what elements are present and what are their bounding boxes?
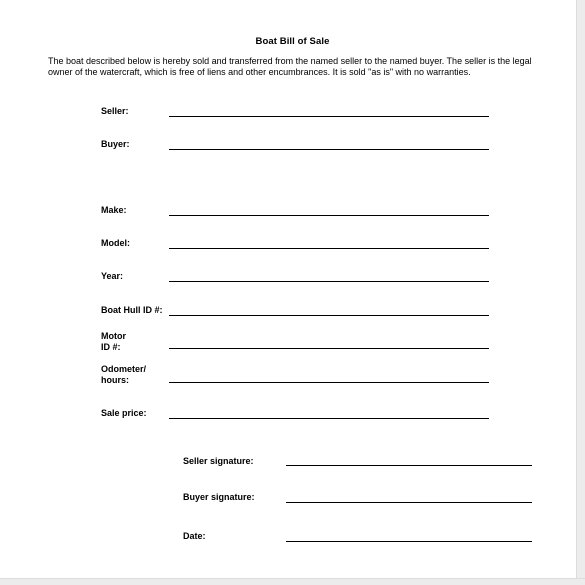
year-label: Year: xyxy=(101,271,124,281)
date-label: Date: xyxy=(183,531,206,541)
make-field-line[interactable] xyxy=(169,215,489,216)
model-label: Model: xyxy=(101,238,130,248)
date-field-line[interactable] xyxy=(286,541,532,542)
page-right-edge xyxy=(576,0,585,585)
buyer-signature-label: Buyer signature: xyxy=(183,492,255,502)
seller-signature-line[interactable] xyxy=(286,465,532,466)
motor-id-label xyxy=(101,331,126,353)
page-bottom-edge xyxy=(0,578,585,585)
intro-line-1: The boat described below is hereby sold and transferred from the named seller to the named buyer. The seller is the legal xyxy=(48,56,532,66)
make-label: Make: xyxy=(101,205,127,215)
seller-label: Seller: xyxy=(101,106,129,116)
odometer-label-line-2: hours: xyxy=(101,375,129,385)
hull-id-field-line[interactable] xyxy=(169,315,489,316)
model-field-line[interactable] xyxy=(169,248,489,249)
intro-line-2: owner of the watercraft, which is free of liens and other encumbrances. It is sold "as is" with no warranties. xyxy=(48,67,471,77)
year-field-line[interactable] xyxy=(169,281,489,282)
motor-id-label-line-1: Motor xyxy=(101,331,126,341)
motor-id-field-line[interactable] xyxy=(169,348,489,349)
motor-id-label-line-2: ID #: xyxy=(101,342,121,352)
odometer-label xyxy=(101,364,146,386)
sale-price-label: Sale price: xyxy=(101,408,147,418)
odometer-label-line-1: Odometer/ xyxy=(101,364,147,374)
buyer-signature-line[interactable] xyxy=(286,502,532,503)
odometer-field-line[interactable] xyxy=(169,382,489,383)
seller-field-line[interactable] xyxy=(169,116,489,117)
buyer-field-line[interactable] xyxy=(169,149,489,150)
document-title: Boat Bill of Sale xyxy=(255,36,330,47)
hull-id-label: Boat Hull ID #: xyxy=(101,305,163,315)
buyer-label: Buyer: xyxy=(101,139,130,149)
intro-paragraph xyxy=(48,56,548,78)
sale-price-field-line[interactable] xyxy=(169,418,489,419)
seller-signature-label: Seller signature: xyxy=(183,456,254,466)
